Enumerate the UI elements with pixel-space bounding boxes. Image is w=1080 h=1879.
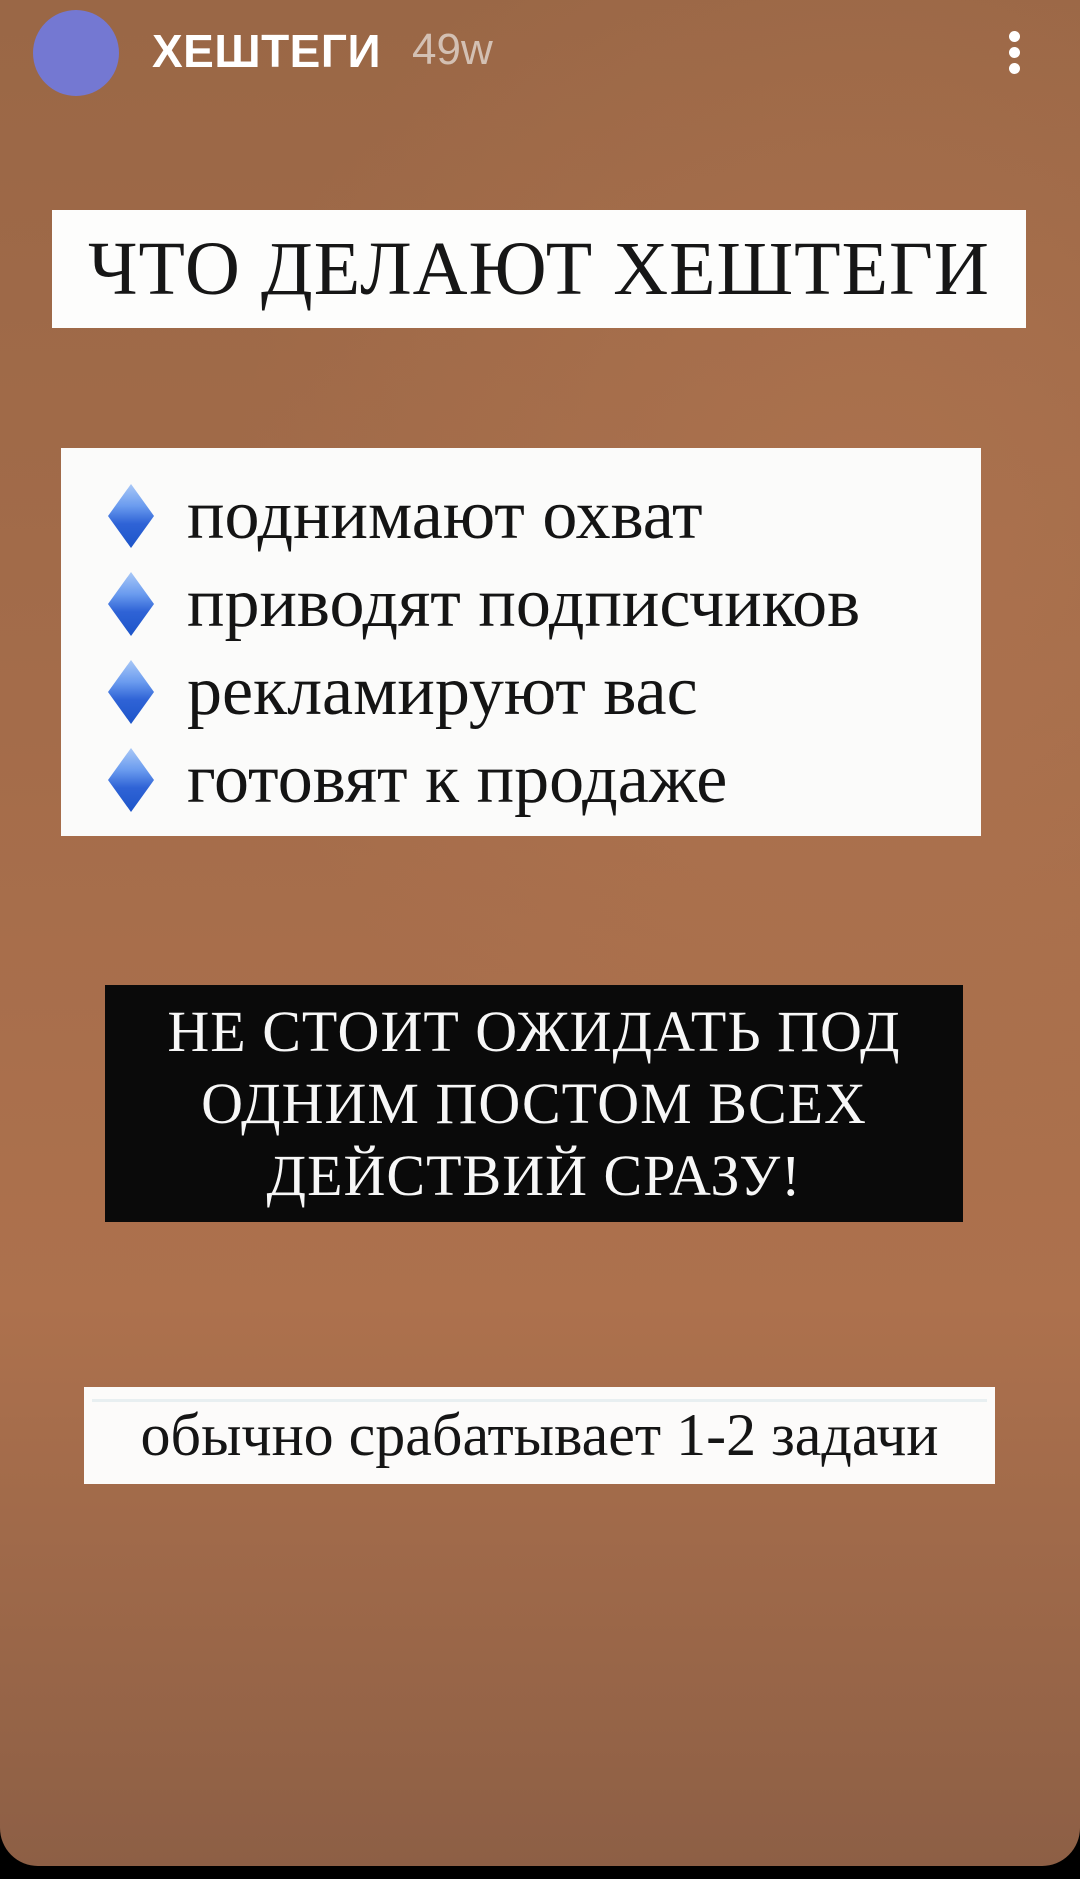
list-card: [61, 448, 981, 836]
story-timestamp: 49w: [412, 25, 493, 74]
kebab-dot: [1009, 47, 1020, 58]
account-title[interactable]: ХЕШТЕГИ: [152, 25, 382, 77]
blue-diamond-icon: [108, 660, 154, 724]
list-item: [61, 736, 981, 824]
list-item-text: приводят подписчиков: [187, 565, 861, 642]
kebab-dot: [1009, 63, 1020, 74]
title-card-text: ЧТО ДЕЛАЮТ ХЕШТЕГИ: [88, 226, 990, 311]
warning-line: ДЕЙСТВИЙ СРАЗУ!: [266, 1142, 802, 1208]
warning-card: [105, 985, 963, 1222]
list-item-text: готовят к продаже: [187, 741, 728, 818]
warning-line: НЕ СТОИТ ОЖИДАТЬ ПОД: [167, 998, 901, 1064]
warning-line: ОДНИМ ПОСТОМ ВСЕХ: [201, 1070, 867, 1136]
kebab-menu-icon: [1009, 31, 1020, 74]
letterbox-bottom-bar: [0, 1866, 1080, 1879]
list-item: [61, 560, 981, 648]
list-item-text: поднимают охват: [187, 477, 703, 554]
blue-diamond-icon: [108, 484, 154, 548]
avatar[interactable]: [33, 10, 119, 96]
list-item: [61, 472, 981, 560]
blue-diamond-icon: [108, 572, 154, 636]
kebab-dot: [1009, 31, 1020, 42]
story-header: [0, 0, 1080, 112]
more-options-button[interactable]: [988, 14, 1040, 90]
list-item: [61, 648, 981, 736]
note-card: [84, 1387, 995, 1484]
scan-line: [92, 1399, 987, 1402]
title-card: [52, 210, 1026, 328]
list-item-text: рекламируют вас: [187, 653, 698, 730]
blue-diamond-icon: [108, 748, 154, 812]
note-card-text: обычно срабатывает 1-2 задачи: [140, 1402, 939, 1468]
